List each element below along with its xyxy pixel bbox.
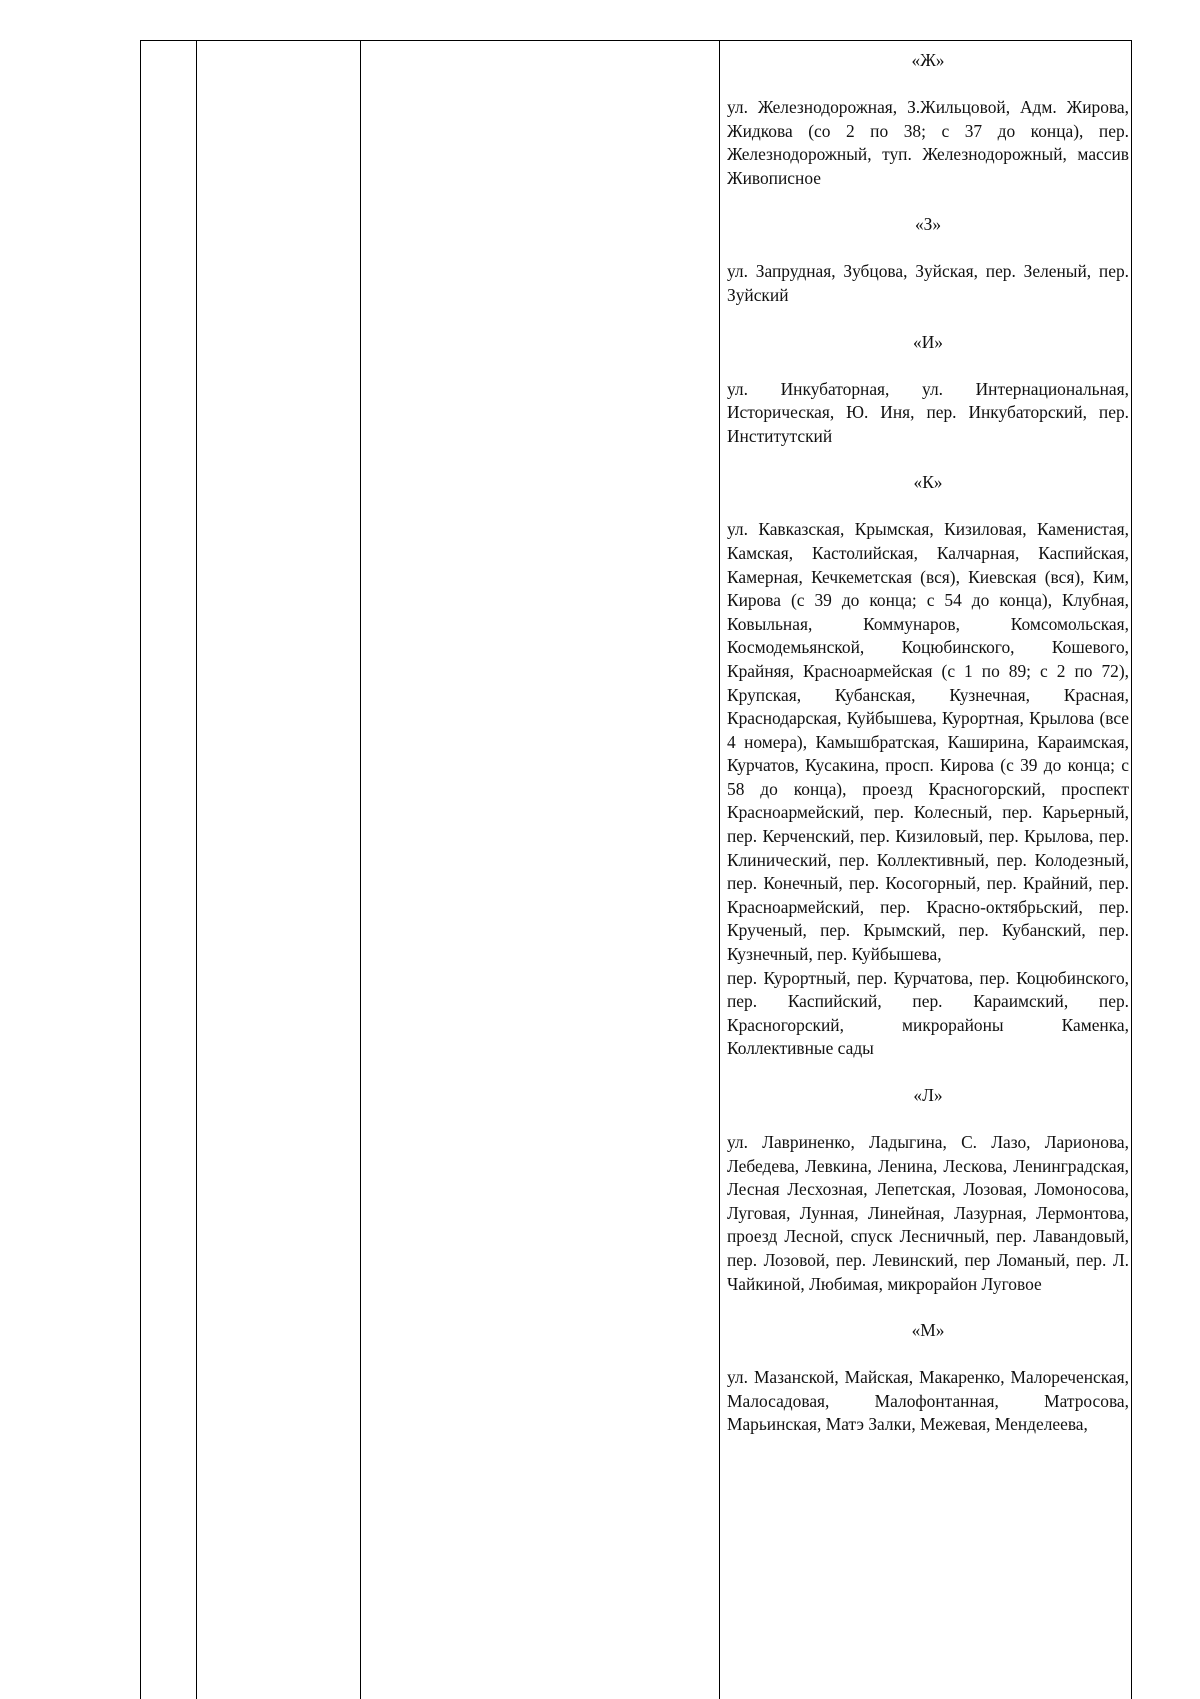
streets-cell <box>727 40 1129 1459</box>
table-border-right <box>1131 41 1132 1699</box>
section-l <box>727 1083 1129 1296</box>
section-z <box>727 212 1129 307</box>
street-list: ул. Железнодорожная, З.Жильцовой, Адм. Жирова, Жидкова (со 2 по 38; с 37 до конца), пер. Железнодорожный, туп. Железнодорожный, массив Живописное <box>727 97 1129 188</box>
street-list: ул. Мазанской, Майская, Макаренко, Малореченская, Малосадовая, Малофонтанная, Матросова, Марьинская, Матэ Залки, Межевая, Менделеева, <box>727 1367 1129 1435</box>
section-i <box>727 330 1129 449</box>
letter-heading: «З» <box>914 214 942 235</box>
section-k <box>727 470 1129 1061</box>
letter-heading: «Ж» <box>911 50 945 70</box>
street-list: ул. Кавказская, Крымская, Кизиловая, Каменистая, Камская, Кастолийская, Калчарная, Каспийская, Камерная, Кечкеметская (вся), Киевская (вся), Ким, Кирова (с 39 до конца; с 54 до конца), Клубная, Ковыльная, Коммунаров, Комсомольская, Космодемьянской, Коцюбинского, Кошевого, Крайняя, Красноармейская (с 1 по 89; с 2 по 72), Крупская, Кубанская, Кузнечная, Красная, Краснодарская, Куйбышева, Курортная, Крылова (все 4 номера), Камышбратская, Каширина, Караимская, Курчатов, Кусакина, просп. Кирова (с 39 до конца; с 58 до конца), проезд Красногорский, проспект Красноармейский, пер. Колесный, пер. Карьерный, пер. Керченский, пер. Кизиловый, пер. Крылова, пер. Клинический, пер. Коллективный, пер. Колодезный, пер. Конечный, пер. Косогорный, пер. Крайний, пер. Красноармейский, пер. Красно-октябрьский, пер. Крученый, пер. Крымский, пер. Кубанский, пер. Кузнечный, пер. Куйбышева, <box>727 519 1129 965</box>
section-m <box>727 1318 1129 1437</box>
letter-heading: «К» <box>913 472 943 493</box>
column-divider-2 <box>360 41 361 1699</box>
street-list: ул. Инкубаторная, ул. Интернациональная, Историческая, Ю. Иня, пер. Инкубаторский, пер. Институтский <box>727 378 1129 446</box>
letter-heading: «И» <box>913 331 943 352</box>
column-divider-3 <box>719 41 720 1699</box>
section-zh <box>727 48 1129 190</box>
table-border-left <box>140 41 141 1699</box>
column-divider-1 <box>196 41 197 1699</box>
street-list: ул. Запрудная, Зубцова, Зуйская, пер. Зеленый, пер. Зуйский <box>727 261 1129 305</box>
letter-heading: «Л» <box>913 1085 943 1105</box>
street-list-continued: пер. Курортный, пер. Курчатова, пер. Коцюбинского, пер. Каспийский, пер. Караимский, пер. Красногорский, микрорайоны Каменка, Коллективные сады <box>727 967 1129 1059</box>
letter-heading: «М» <box>911 1320 945 1341</box>
street-list: ул. Лавриненко, Ладыгина, С. Лазо, Ларионова, Лебедева, Левкина, Ленина, Лескова, Ленинградская, Лесная Лесхозная, Лепетская, Лозовая, Ломоносова, Луговая, Лунная, Линейная, Лазурная, Лермонтова, проезд Лесной, спуск Лесничный, пер. Лавандовый, пер. Лозовой, пер. Левинский, пер Ломаный, пер. Л. Чайкиной, Любимая, микрорайон Луговое <box>727 1132 1129 1294</box>
